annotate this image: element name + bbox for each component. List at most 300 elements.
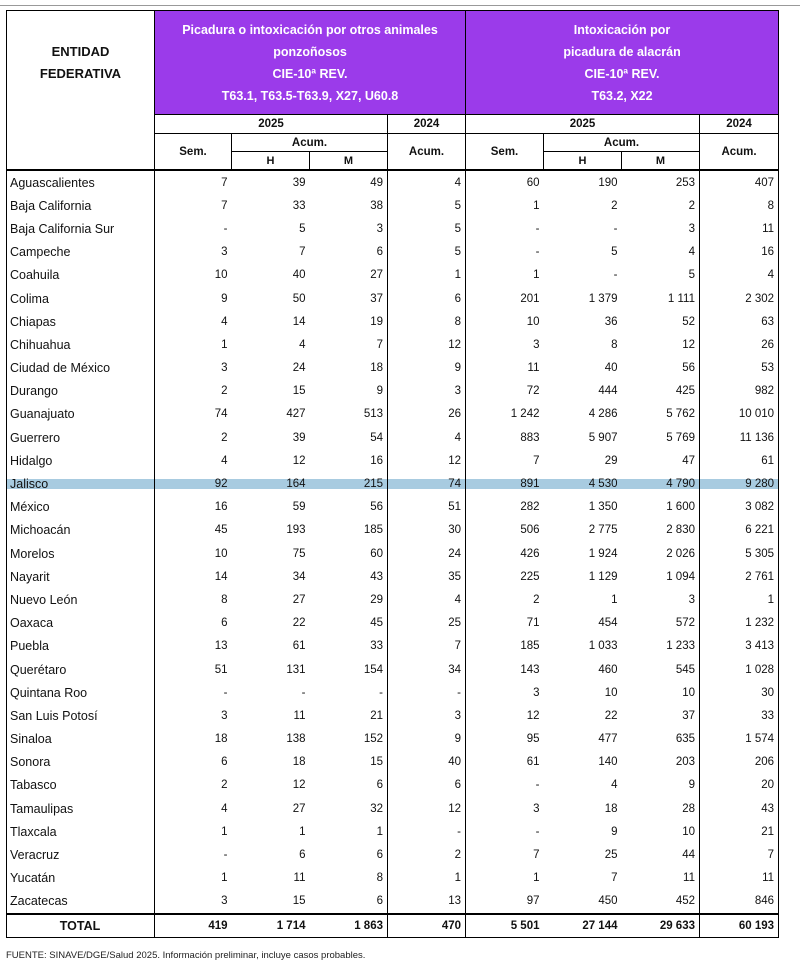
value-cell: 8: [611, 338, 618, 351]
value-cell: 3: [155, 357, 232, 380]
value-cell: 253: [622, 170, 700, 194]
group2-line2: picadura de alacrán: [563, 44, 681, 59]
value-cell: 45: [155, 519, 232, 542]
table-row: [7, 357, 779, 380]
value-cell: 2: [611, 199, 618, 212]
value-cell: 4: [155, 797, 232, 820]
h-header-g2: H: [544, 152, 622, 171]
value-cell: 203: [622, 751, 700, 774]
value-cell: 1: [533, 872, 540, 885]
entidad-spacer: [7, 115, 155, 134]
entity-name: Ciudad de México: [7, 357, 155, 380]
value-cell: 891: [520, 478, 540, 491]
acum-2024-header-g1: Acum.: [388, 134, 466, 171]
entidad-header: [7, 11, 155, 115]
value-cell: -: [535, 825, 540, 838]
table-row: [7, 426, 779, 449]
value-cell: 53: [700, 357, 779, 380]
value-cell: 6: [388, 287, 466, 310]
value-cell: 1: [700, 588, 779, 611]
entity-name: Colima: [7, 287, 155, 310]
entity-name: Sinaloa: [7, 728, 155, 751]
value-cell: 1: [611, 593, 618, 606]
value-cell: 6: [310, 890, 388, 914]
entity-name: Zacatecas: [7, 890, 155, 914]
value-cell: 36: [604, 315, 618, 328]
table-row: [7, 194, 779, 217]
table-row: [7, 217, 779, 240]
value-cell: 10: [155, 542, 232, 565]
value-cell: 24: [292, 362, 306, 375]
value-cell: -: [301, 686, 306, 699]
value-cell: 11: [527, 362, 540, 375]
entity-name: Tabasco: [7, 774, 155, 797]
value-cell: 72: [526, 385, 540, 398]
entity-name: Chihuahua: [7, 333, 155, 356]
entity-name: Tamaulipas: [7, 797, 155, 820]
value-cell: 1: [388, 264, 466, 287]
value-cell: 5 907: [588, 431, 618, 444]
value-cell: 5 769: [622, 426, 700, 449]
entity-name: Baja California: [7, 194, 155, 217]
value-cell: 1 350: [588, 501, 618, 514]
value-cell: 982: [700, 380, 779, 403]
value-cell: 9: [310, 380, 388, 403]
value-cell: 50: [292, 292, 306, 305]
value-cell: 193: [286, 524, 306, 537]
value-cell: 9: [388, 728, 466, 751]
value-cell: 9 280: [700, 472, 779, 495]
table-row: [7, 588, 779, 611]
acum-header-g1: Acum.: [232, 134, 388, 152]
value-cell: -: [155, 217, 232, 240]
value-cell: 22: [292, 617, 306, 630]
year-2024-g2: 2024: [700, 115, 779, 134]
value-cell: 1: [155, 333, 232, 356]
value-cell: 6: [299, 849, 306, 862]
value-cell: 2 775: [588, 524, 618, 537]
acum-header-g2: Acum.: [544, 134, 700, 152]
value-cell: 18: [292, 756, 306, 769]
table-row: [7, 728, 779, 751]
acum-2024-header-g2: Acum.: [700, 134, 779, 171]
entidad-spacer-2: [7, 134, 155, 171]
value-cell: -: [535, 222, 540, 235]
value-cell: -: [388, 820, 466, 843]
value-cell: 6: [310, 241, 388, 264]
group1-line3: CIE-10ª REV.: [272, 66, 348, 81]
value-cell: 13: [155, 635, 232, 658]
table-row: [7, 635, 779, 658]
entity-name: Nuevo León: [7, 588, 155, 611]
table-row: [7, 333, 779, 356]
value-cell: 40: [604, 362, 618, 375]
value-cell: 11: [293, 709, 306, 722]
value-cell: 44: [622, 843, 700, 866]
entity-name: Baja California Sur: [7, 217, 155, 240]
table-row: [7, 751, 779, 774]
value-cell: 75: [292, 547, 306, 560]
value-cell: 59: [292, 501, 306, 514]
table-row: [7, 264, 779, 287]
value-cell: 1: [388, 867, 466, 890]
value-cell: 185: [310, 519, 388, 542]
top-rule: [0, 0, 800, 6]
value-cell: 37: [310, 287, 388, 310]
source-footnote: FUENTE: SINAVE/DGE/Salud 2025. Información preliminar, incluye casos probables.: [6, 950, 366, 961]
value-cell: 5: [388, 241, 466, 264]
value-cell: 9: [622, 774, 700, 797]
value-cell: 34: [388, 658, 466, 681]
value-cell: 2: [155, 774, 232, 797]
sem-header-g1: Sem.: [155, 134, 232, 171]
value-cell: 27: [292, 593, 306, 606]
value-cell: 60 193: [700, 914, 779, 938]
value-cell: 1 379: [588, 292, 618, 305]
value-cell: 470: [388, 914, 466, 938]
value-cell: 185: [520, 640, 540, 653]
value-cell: 12: [388, 333, 466, 356]
value-cell: 3: [388, 380, 466, 403]
value-cell: 1: [310, 820, 388, 843]
value-cell: 2 761: [700, 565, 779, 588]
value-cell: -: [155, 681, 232, 704]
value-cell: 138: [286, 733, 306, 746]
table-row: [7, 867, 779, 890]
value-cell: 3: [533, 338, 540, 351]
value-cell: 444: [598, 385, 618, 398]
value-cell: 61: [526, 756, 540, 769]
value-cell: 33: [700, 704, 779, 727]
value-cell: 40: [388, 751, 466, 774]
value-cell: -: [388, 681, 466, 704]
value-cell: 7: [155, 194, 232, 217]
value-cell: 452: [622, 890, 700, 914]
value-cell: 47: [622, 449, 700, 472]
value-cell: 6 221: [700, 519, 779, 542]
value-cell: 1 574: [700, 728, 779, 751]
value-cell: 15: [292, 895, 306, 908]
value-cell: 4: [155, 449, 232, 472]
table-row: [7, 542, 779, 565]
value-cell: 18: [604, 802, 618, 815]
table-row: [7, 890, 779, 914]
value-cell: 225: [520, 570, 540, 583]
value-cell: 54: [310, 426, 388, 449]
value-cell: 2: [533, 593, 540, 606]
group1-line1: Picadura o intoxicación por otros animales: [182, 22, 438, 37]
table-row: [7, 380, 779, 403]
value-cell: 8: [310, 867, 388, 890]
value-cell: 14: [292, 315, 306, 328]
year-2025-g1: 2025: [155, 115, 388, 134]
value-cell: 5 305: [700, 542, 779, 565]
value-cell: 5: [388, 217, 466, 240]
entity-name: Chiapas: [7, 310, 155, 333]
value-cell: 40: [292, 269, 306, 282]
value-cell: 4 530: [588, 478, 618, 491]
entity-name: Querétaro: [7, 658, 155, 681]
value-cell: 16: [155, 496, 232, 519]
table-row: [7, 403, 779, 426]
entity-name: Morelos: [7, 542, 155, 565]
value-cell: 11: [700, 217, 779, 240]
value-cell: 18: [310, 357, 388, 380]
value-cell: 1 714: [232, 914, 310, 938]
value-cell: 38: [310, 194, 388, 217]
value-cell: 6: [310, 843, 388, 866]
m-header-g2: M: [622, 152, 700, 171]
value-cell: 1 111: [622, 287, 700, 310]
value-cell: 3: [155, 890, 232, 914]
year-2024-g1: 2024: [388, 115, 466, 134]
value-cell: 1: [155, 820, 232, 843]
value-cell: 56: [622, 357, 700, 380]
value-cell: 2 830: [622, 519, 700, 542]
value-cell: 4: [155, 310, 232, 333]
value-cell: 27 144: [544, 914, 622, 938]
table-row: [7, 774, 779, 797]
value-cell: 11: [700, 867, 779, 890]
entity-name: Jalisco: [7, 472, 155, 495]
entity-name: Yucatán: [7, 867, 155, 890]
value-cell: 3: [388, 704, 466, 727]
value-cell: 61: [292, 640, 306, 653]
value-cell: 15: [310, 751, 388, 774]
value-cell: 16: [310, 449, 388, 472]
entity-name: Michoacán: [7, 519, 155, 542]
value-cell: 92: [155, 472, 232, 495]
value-cell: 9: [155, 287, 232, 310]
value-cell: 29: [604, 454, 618, 467]
value-cell: -: [613, 222, 618, 235]
value-cell: 13: [388, 890, 466, 914]
total-label: TOTAL: [7, 914, 155, 938]
value-cell: 190: [598, 176, 618, 189]
value-cell: 1 033: [588, 640, 618, 653]
value-cell: 1 028: [700, 658, 779, 681]
value-cell: 5 762: [622, 403, 700, 426]
table-row: [7, 519, 779, 542]
value-cell: 12: [622, 333, 700, 356]
table-row: [7, 472, 779, 495]
entidad-label-line1: ENTIDAD: [51, 43, 110, 59]
sem-header-g2: Sem.: [466, 134, 544, 171]
value-cell: 10: [604, 686, 618, 699]
value-cell: 164: [286, 478, 306, 491]
value-cell: 572: [622, 612, 700, 635]
value-cell: 7: [299, 246, 306, 259]
table-row: [7, 496, 779, 519]
value-cell: 1: [155, 867, 232, 890]
value-cell: 10: [526, 315, 540, 328]
entity-name: Tlaxcala: [7, 820, 155, 843]
value-cell: 20: [700, 774, 779, 797]
table-row: [7, 241, 779, 264]
table-row: [7, 843, 779, 866]
entity-name: Campeche: [7, 241, 155, 264]
table-body: [7, 170, 779, 938]
value-cell: 6: [310, 774, 388, 797]
group1-line4: T63.1, T63.5-T63.9, X27, U60.8: [221, 88, 399, 103]
table-row: [7, 310, 779, 333]
value-cell: 15: [292, 385, 306, 398]
group1-line2: ponzoñosos: [273, 44, 347, 59]
value-cell: 45: [310, 612, 388, 635]
value-cell: 215: [310, 472, 388, 495]
value-cell: 4: [388, 170, 466, 194]
group2-line4: T63.2, X22: [591, 88, 653, 103]
value-cell: 2 026: [622, 542, 700, 565]
entity-name: Coahuila: [7, 264, 155, 287]
value-cell: -: [535, 246, 540, 259]
value-cell: 5: [299, 222, 306, 235]
value-cell: 30: [700, 681, 779, 704]
value-cell: 635: [622, 728, 700, 751]
entity-name: Sonora: [7, 751, 155, 774]
entity-name: Veracruz: [7, 843, 155, 866]
value-cell: 2: [388, 843, 466, 866]
value-cell: 425: [622, 380, 700, 403]
value-cell: 2: [622, 194, 700, 217]
entity-name: Oaxaca: [7, 612, 155, 635]
value-cell: 545: [622, 658, 700, 681]
table-row: [7, 612, 779, 635]
value-cell: 7: [533, 454, 540, 467]
value-cell: 4: [299, 338, 306, 351]
value-cell: 14: [155, 565, 232, 588]
value-cell: 460: [598, 663, 618, 676]
value-cell: 11: [293, 872, 306, 885]
value-cell: 513: [310, 403, 388, 426]
group-header-otros-animales: [155, 11, 466, 115]
group-header-alacran: [466, 11, 779, 115]
value-cell: 10 010: [700, 403, 779, 426]
value-cell: 5: [622, 264, 700, 287]
value-cell: 21: [310, 704, 388, 727]
value-cell: 6: [155, 751, 232, 774]
value-cell: 5: [388, 194, 466, 217]
value-cell: 1 232: [700, 612, 779, 635]
group2-line3: CIE-10ª REV.: [584, 66, 660, 81]
table-row: [7, 287, 779, 310]
value-cell: 35: [388, 565, 466, 588]
value-cell: 3 082: [700, 496, 779, 519]
value-cell: 883: [520, 431, 540, 444]
value-cell: 97: [526, 895, 540, 908]
entity-name: Guerrero: [7, 426, 155, 449]
value-cell: 152: [310, 728, 388, 751]
value-cell: 1 863: [310, 914, 388, 938]
value-cell: -: [613, 269, 618, 282]
value-cell: 2: [155, 426, 232, 449]
entity-name: San Luis Potosí: [7, 704, 155, 727]
value-cell: 7: [388, 635, 466, 658]
entidad-label-line2: FEDERATIVA: [39, 65, 122, 81]
value-cell: 8: [155, 588, 232, 611]
value-cell: 12: [526, 709, 540, 722]
table-row: [7, 658, 779, 681]
table-row: [7, 449, 779, 472]
value-cell: 846: [700, 890, 779, 914]
value-cell: 60: [310, 542, 388, 565]
value-cell: 18: [155, 728, 232, 751]
entity-name: Nayarit: [7, 565, 155, 588]
value-cell: 29 633: [622, 914, 700, 938]
entity-name: México: [7, 496, 155, 519]
value-cell: 1: [533, 269, 540, 282]
value-cell: 454: [598, 617, 618, 630]
value-cell: 12: [292, 779, 306, 792]
value-cell: 9: [388, 357, 466, 380]
entity-name: Guanajuato: [7, 403, 155, 426]
value-cell: 10: [622, 820, 700, 843]
value-cell: 28: [622, 797, 700, 820]
value-cell: 1 600: [622, 496, 700, 519]
value-cell: 477: [598, 733, 618, 746]
value-cell: 3: [622, 217, 700, 240]
value-cell: 8: [700, 194, 779, 217]
value-cell: 5: [611, 246, 618, 259]
value-cell: 33: [292, 199, 306, 212]
value-cell: 426: [520, 547, 540, 560]
value-cell: 33: [310, 635, 388, 658]
value-cell: 7: [700, 843, 779, 866]
value-cell: 3: [533, 802, 540, 815]
value-cell: 39: [292, 431, 306, 444]
value-cell: 1 094: [622, 565, 700, 588]
value-cell: 201: [520, 292, 540, 305]
entity-name: Hidalgo: [7, 449, 155, 472]
value-cell: 427: [286, 408, 306, 421]
value-cell: 206: [700, 751, 779, 774]
value-cell: 95: [526, 733, 540, 746]
value-cell: 37: [622, 704, 700, 727]
table-row: [7, 681, 779, 704]
value-cell: 25: [388, 612, 466, 635]
table-row: [7, 565, 779, 588]
value-cell: 9: [611, 825, 618, 838]
value-cell: 74: [155, 403, 232, 426]
value-cell: 43: [310, 565, 388, 588]
value-cell: 7: [155, 170, 232, 194]
value-cell: 49: [310, 170, 388, 194]
value-cell: 25: [604, 849, 618, 862]
value-cell: 4: [388, 426, 466, 449]
value-cell: 10: [155, 264, 232, 287]
value-cell: 4: [388, 588, 466, 611]
value-cell: 6: [388, 774, 466, 797]
table-row: [7, 820, 779, 843]
value-cell: -: [310, 681, 388, 704]
value-cell: 43: [700, 797, 779, 820]
cases-table: [6, 10, 779, 938]
value-cell: 22: [604, 709, 618, 722]
value-cell: 4: [700, 264, 779, 287]
value-cell: 1 924: [588, 547, 618, 560]
table-row: [7, 170, 779, 194]
value-cell: 52: [622, 310, 700, 333]
value-cell: 1: [299, 825, 306, 838]
table-row: [7, 704, 779, 727]
value-cell: 56: [310, 496, 388, 519]
m-header-g1: M: [310, 152, 388, 171]
value-cell: 4: [622, 241, 700, 264]
value-cell: 27: [310, 264, 388, 287]
value-cell: 12: [388, 449, 466, 472]
value-cell: 60: [526, 176, 540, 189]
value-cell: 26: [388, 403, 466, 426]
